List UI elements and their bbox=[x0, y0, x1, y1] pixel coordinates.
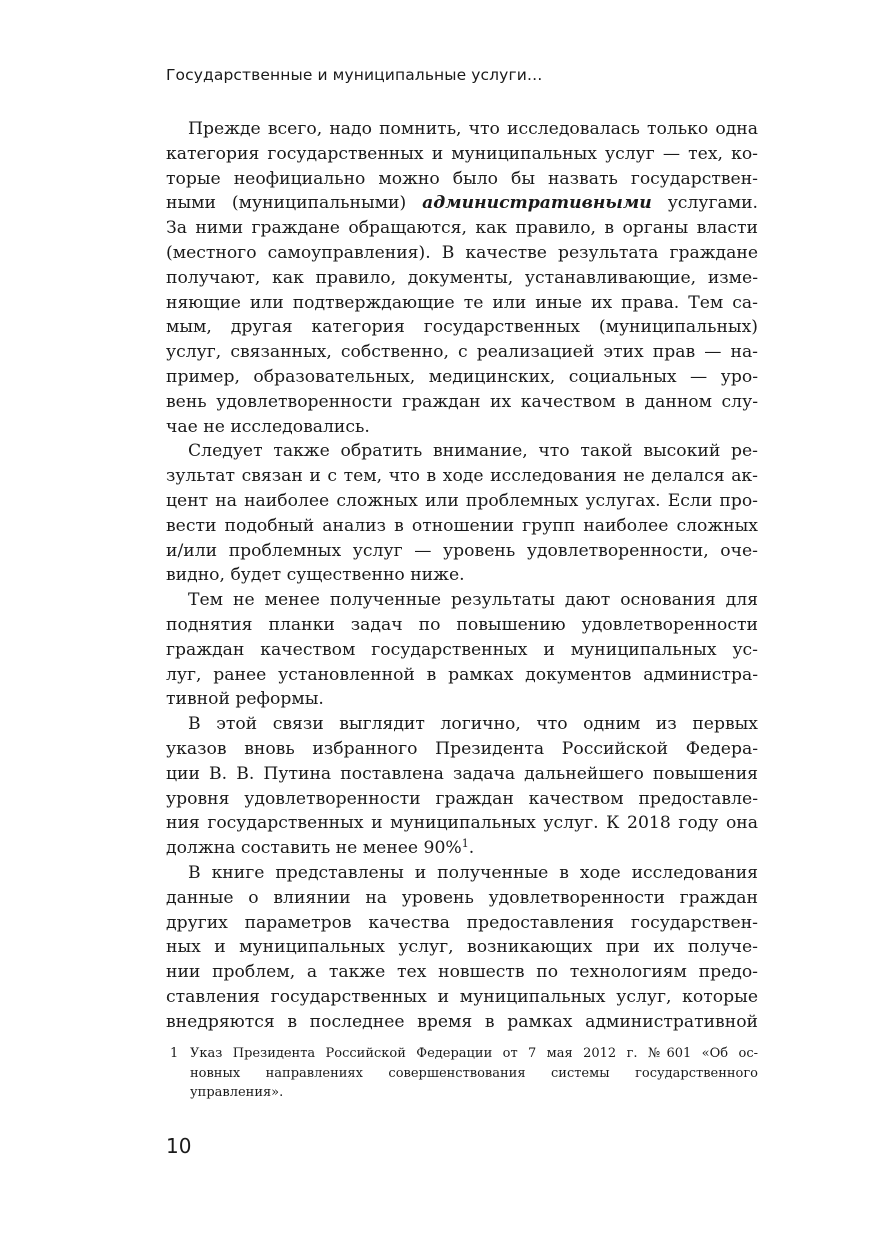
footnote-number: 1 bbox=[170, 1046, 179, 1061]
main-text bbox=[166, 117, 758, 1034]
text-line: нии проблем, а также тех новшеств по технологиям предо- bbox=[166, 962, 758, 983]
text-line: вести подобный анализ в отношении групп наиболее сложных bbox=[166, 515, 758, 536]
footnote-line: новных направлениях совершенствования системы государственного bbox=[190, 1065, 758, 1081]
text-line: ния государственных и муниципальных услуг. К 2018 году она bbox=[166, 813, 758, 834]
text-line: В этой связи выглядит логично, что одним из первых bbox=[188, 714, 758, 735]
text-line: тивной реформы. bbox=[166, 689, 324, 710]
text-line: ставления государственных и муниципальных услуг, которые bbox=[166, 986, 758, 1007]
paragraph-4 bbox=[166, 712, 758, 861]
text-line: данные о влиянии на уровень удовлетворенности граждан bbox=[166, 887, 758, 908]
footnote-reference[interactable]: 1 bbox=[461, 837, 469, 851]
emphasized-term: административными bbox=[422, 193, 652, 214]
text-line: За ними граждане обращаются, как правило, в органы власти bbox=[166, 218, 758, 239]
text-line: ции В. В. Путина поставлена задача дальнейшего повышения bbox=[166, 763, 758, 784]
text-line: зультат связан и с тем, что в ходе исследования не делался ак- bbox=[166, 466, 758, 487]
text-segment: должна составить не менее 90% bbox=[166, 838, 462, 859]
text-line: получают, как правило, документы, устанавливающие, изме- bbox=[166, 267, 758, 288]
paragraph-3 bbox=[166, 588, 758, 712]
text-line: чае не исследовались. bbox=[166, 416, 370, 437]
text-line: В книге представлены и полученные в ходе исследования bbox=[188, 862, 758, 883]
text-line: Следует также обратить внимание, что такой высокий ре- bbox=[188, 441, 758, 462]
text-line: вень удовлетворенности граждан их качеством в данном слу- bbox=[166, 391, 758, 412]
text-line: услуг, связанных, собственно, с реализацией этих прав — на- bbox=[166, 342, 758, 363]
text-line: других параметров качества предоставления государствен- bbox=[166, 912, 758, 933]
text-line: мым, другая категория государственных (муниципальных) bbox=[166, 317, 758, 338]
text-line: Тем не менее полученные результаты дают основания для bbox=[188, 590, 758, 611]
text-line: пример, образовательных, медицинских, социальных — уро- bbox=[166, 366, 758, 387]
text-line: няющие или подтверждающие те или иные их права. Тем са- bbox=[166, 292, 758, 313]
text-line: видно, будет существенно ниже. bbox=[166, 565, 465, 586]
page-number: 10 bbox=[166, 1134, 192, 1158]
text-line-with-footnote-ref bbox=[166, 836, 758, 861]
text-segment: ными (муниципальными) bbox=[166, 193, 423, 214]
text-segment: услугами. bbox=[651, 193, 759, 214]
text-line: граждан качеством государственных и муниципальных ус- bbox=[166, 639, 758, 660]
running-header: Государственные и муниципальные услуги… bbox=[166, 66, 543, 84]
text-line: внедряются в последнее время в рамках административной bbox=[166, 1011, 758, 1032]
text-line: указов вновь избранного Президента Российской Федера- bbox=[166, 738, 758, 759]
text-line: и/или проблемных услуг — уровень удовлетворенности, оче- bbox=[166, 540, 758, 561]
paragraph-5 bbox=[166, 861, 758, 1035]
footnote-line: Указ Президента Российской Федерации от 7 мая 2012 г. №601 «Об ос- bbox=[190, 1046, 758, 1061]
text-line: Прежде всего, надо помнить, что исследовалась только одна bbox=[188, 119, 758, 139]
footnote-line: управления». bbox=[190, 1085, 284, 1100]
text-line: луг, ранее установленной в рамках документов администра- bbox=[166, 664, 758, 685]
text-line: цент на наиболее сложных или проблемных услугах. Если про- bbox=[166, 490, 758, 511]
text-line: торые неофициально можно было бы назвать государствен- bbox=[166, 168, 758, 189]
text-segment: . bbox=[468, 838, 475, 859]
text-line: (местного самоуправления). В качестве результата граждане bbox=[166, 242, 758, 263]
text-line: категория государственных и муниципальных услуг — тех, ко- bbox=[166, 143, 758, 164]
footnote bbox=[166, 1044, 758, 1103]
text-line: уровня удовлетворенности граждан качеством предоставле- bbox=[166, 788, 758, 809]
paragraph-1 bbox=[166, 117, 758, 439]
text-line: ных и муниципальных услуг, возникающих при их получе- bbox=[166, 937, 758, 958]
text-line-with-emphasis bbox=[166, 191, 758, 216]
paragraph-2 bbox=[166, 439, 758, 588]
text-line: поднятия планки задач по повышению удовлетворенности bbox=[166, 614, 758, 635]
